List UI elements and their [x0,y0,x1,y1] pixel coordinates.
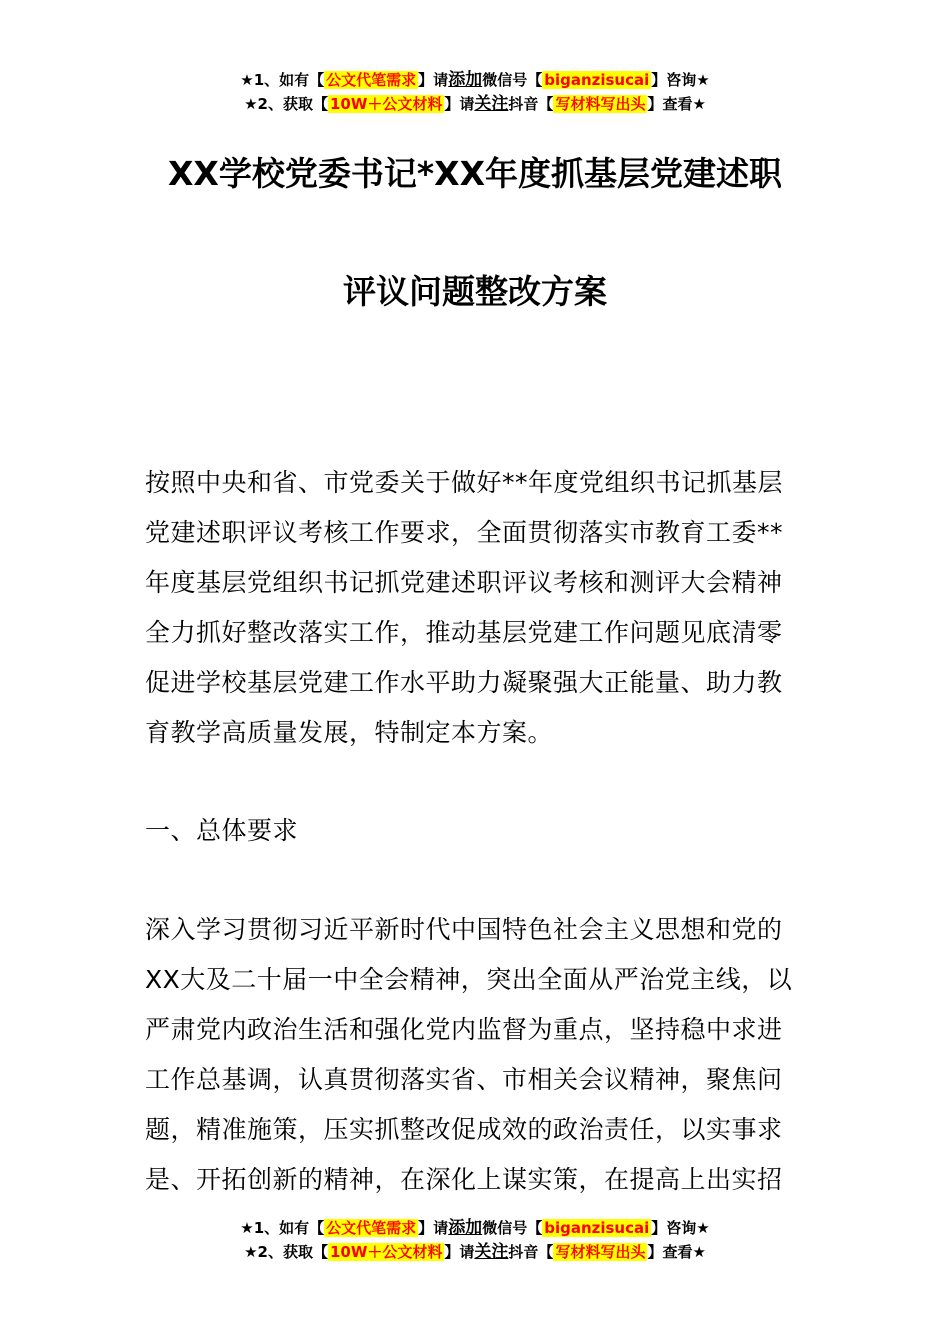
promo-text: 】查看★ [647,1243,706,1261]
promo-text: 】咨询★ [651,1219,710,1237]
paragraph-line: 深入学习贯彻习近平新时代中国特色社会主义思想和党的 [145,915,783,944]
promo-highlight: 公文代笔需求 [326,71,417,89]
section-paragraph [145,905,809,1205]
promo-text: 】请 [444,95,475,113]
promo-highlight: 10W＋公文材料 [329,95,443,113]
paragraph-line: 题，精准施策，压实抓整改促成效的政治责任，以实事求 [145,1115,783,1144]
promo-underline: 添加 [448,1218,483,1238]
promo-text: 】请 [418,1219,449,1237]
promo-text: ★1、如有【 [240,1219,325,1237]
paragraph-line: 育教学高质量发展，特制定本方案。 [145,718,554,747]
promo-text: 抖音【 [508,95,554,113]
promo-underline: 关注 [474,1242,509,1262]
paragraph-line: 工作总基调，认真贯彻落实省、市相关会议精神，聚焦问 [145,1065,783,1094]
section-heading [145,806,809,856]
promo-text: 微信号【 [482,1219,543,1237]
promo-text: ★1、如有【 [240,71,325,89]
promo-text: ★2、获取【 [244,1243,328,1261]
promo-highlight: biganzisucai [544,1219,650,1237]
promo-text: 微信号【 [482,71,543,89]
promo-line-1 [0,1216,950,1240]
promo-text: ★2、获取【 [244,95,328,113]
promo-line-2 [0,92,950,116]
promo-text: 抖音【 [508,1243,554,1261]
paragraph-line: 全力抓好整改落实工作，推动基层党建工作问题见底清零 [145,618,783,647]
promo-text: 】请 [444,1243,475,1261]
promo-highlight: 公文代笔需求 [326,1219,417,1237]
promo-highlight: biganzisucai [544,71,650,89]
paragraph-line: 是、开拓创新的精神，在深化上谋实策，在提高上出实招 [145,1165,783,1194]
section-heading-text: 一、总体要求 [145,816,299,845]
promo-text: 】请 [418,71,449,89]
promo-highlight: 写材料写出头 [555,95,646,113]
paragraph-line: 按照中央和省、市党委关于做好**年度党组织书记抓基层 [145,468,784,497]
document-title-line-2: 评议问题整改方案 [343,272,607,311]
paragraph-line: XX大及二十届一中全会精神，突出全面从严治党主线，以 [145,965,793,994]
paragraph-line: 年度基层党组织书记抓党建述职评议考核和测评大会精神 [145,568,783,597]
promo-underline: 添加 [448,70,483,90]
document-title-line-1: XX学校党委书记*XX年度抓基层党建述职 [167,154,783,193]
promo-text: 】咨询★ [651,71,710,89]
paragraph-line: 促进学校基层党建工作水平助力凝聚强大正能量、助力教 [145,668,783,697]
promo-highlight: 写材料写出头 [555,1243,646,1261]
promo-header [0,68,950,116]
paragraph-line: 严肃党内政治生活和强化党内监督为重点，坚持稳中求进 [145,1015,783,1044]
promo-footer [0,1216,950,1264]
paragraph-line: 党建述职评议考核工作要求，全面贯彻落实市教育工委** [145,518,784,547]
promo-underline: 关注 [474,94,509,114]
promo-text: 】查看★ [647,95,706,113]
promo-highlight: 10W＋公文材料 [329,1243,443,1261]
intro-paragraph [145,458,809,758]
promo-line-2 [0,1240,950,1264]
promo-line-1 [0,68,950,92]
